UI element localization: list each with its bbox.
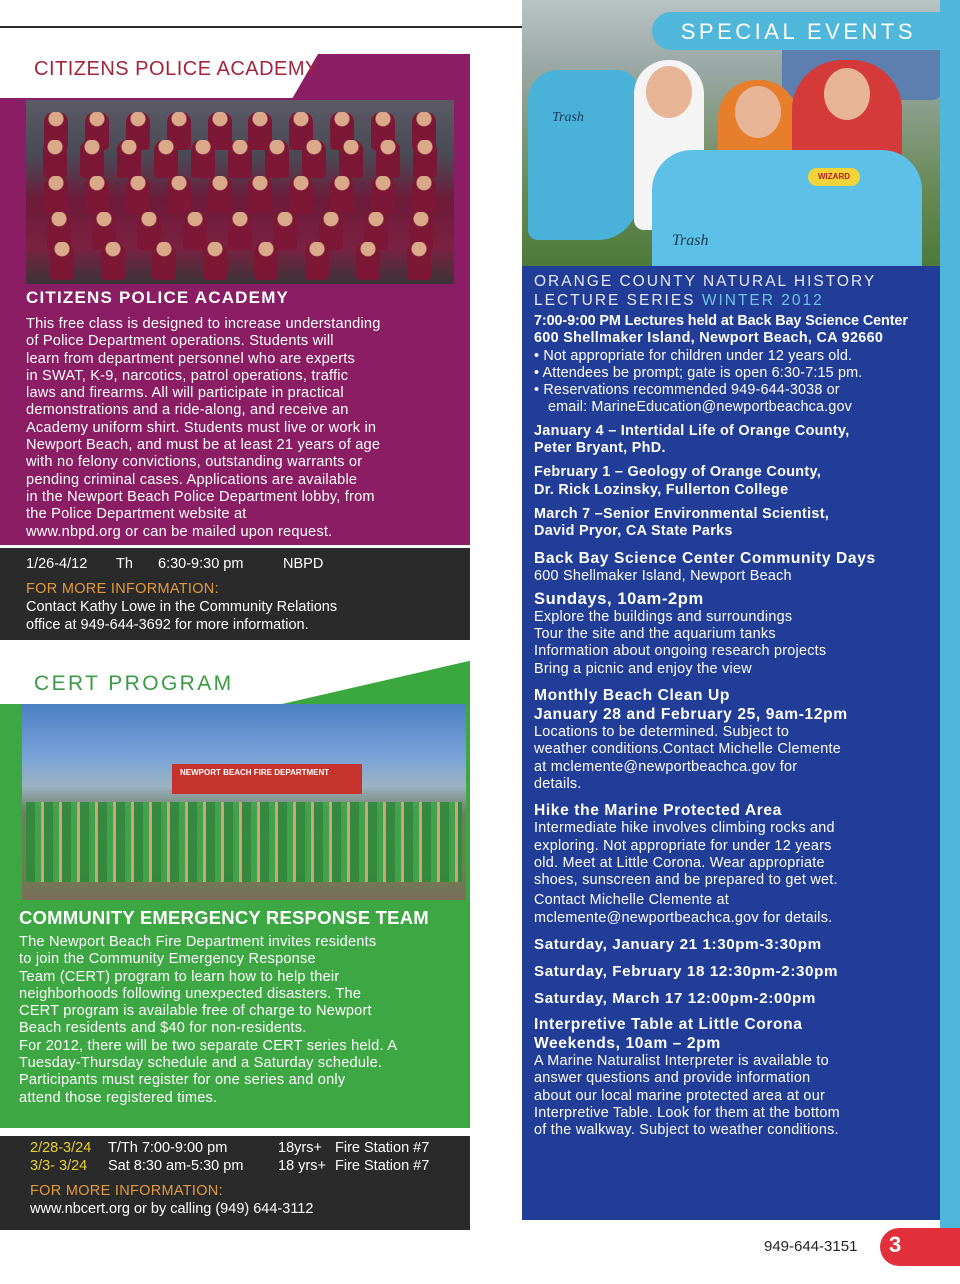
interpretive-line: of the walkway. Subject to weather conditions. [534, 1122, 839, 1139]
lecture-item: March 7 –Senior Environmental Scientist, David Pryor, CA State Parks [534, 505, 830, 540]
hike-title: Hike the Marine Protected Area [534, 802, 782, 820]
cpa-description: This free class is designed to increase understanding of Police Department operations. Students will learn from department personnel who are experts in SWAT, K-9, narcotics, patrol operations, traffic laws and firearms. All will participate in practical demonstrations and a ride-along, and receive an Academy uniform shirt. Students must live or work in Newport Beach, and must be at least 21 years of age with no felony convictions, outstanding warrants or pending criminal cases. Applications are available in the Newport Beach Police Department lobby, from the Police Department website at www.nbpd.org or can be mailed upon request. [26, 316, 381, 540]
cert-title: COMMUNITY EMERGENCY RESPONSE TEAM [19, 907, 429, 928]
lecture-bullet: • Reservations recommended 949-644-3038 or [534, 382, 840, 399]
lecture-item: February 1 – Geology of Orange County, Dr. Rick Lozinsky, Fullerton College [534, 464, 821, 498]
cpa-more-info-label: FOR MORE INFORMATION: [26, 581, 219, 597]
interpretive-line: about our local marine protected area at our [534, 1087, 825, 1104]
hike-contact: Contact Michelle Clemente at [534, 892, 729, 909]
lecture-series-title: ORANGE COUNTY NATURAL HISTORY LECTURE SERIES WINTER 2012 [534, 273, 877, 309]
special-events-heading: SPECIAL EVENTS [680, 19, 916, 44]
shirt-print: WIZARD [808, 168, 860, 186]
lecture-item: January 4 – Intertidal Life of Orange County, Peter Bryant, PhD. [534, 422, 850, 457]
page-number-tab [880, 1228, 960, 1266]
beach-cleanup-line: details. [534, 775, 582, 792]
community-days-line: Bring a picnic and enjoy the view [534, 660, 752, 677]
interpretive-line: Interpretive Table. Look for them at the bottom [534, 1104, 840, 1121]
hike-line: shoes, sunscreen and be prepared to get wet. [534, 872, 838, 889]
cert-info-box [0, 1136, 470, 1230]
interpretive-line: answer questions and provide information [534, 1070, 811, 1087]
hike-line: exploring. Not appropriate for under 12 years [534, 837, 832, 854]
footer-phone: 949-644-3151 [764, 1238, 858, 1255]
cpa-schedule: 1/26-4/12 Th 6:30-9:30 pm NBPD [26, 556, 324, 572]
right-accent-stripe [940, 0, 960, 1230]
community-days-line: Information about ongoing research projects [534, 643, 827, 660]
cert-description: The Newport Beach Fire Department invites residents to join the Community Emergency Response Team (CERT) program to learn how to help their neighborhoods following unexpected disasters. The CERT program is available free of charge to Newport Beach residents and $40 for non-residents. For 2012, there will be two separate CERT series held. A Tuesday-Thursday schedule and a Saturday schedule. Participants must register for one series and only attend those registered times. [19, 934, 398, 1106]
community-days-title: Back Bay Science Center Community Days [534, 549, 876, 567]
cpa-section [0, 98, 470, 545]
beach-cleanup-line: at mclemente@newportbeachca.gov for [534, 758, 798, 775]
hike-contact: mclemente@newportbeachca.gov for details. [534, 909, 833, 926]
cert-group-photo [22, 704, 466, 900]
cert-tab-heading: CERT PROGRAM [34, 672, 234, 695]
cpa-title: CITIZENS POLICE ACADEMY [26, 288, 290, 307]
cert-section [0, 704, 470, 1128]
hike-line: old. Meet at Little Corona. Wear appropriate [534, 854, 825, 871]
trash-bag-label: Trash [552, 110, 584, 125]
community-days-line: Tour the site and the aquarium tanks [534, 626, 776, 643]
beach-cleanup-dates: January 28 and February 25, 9am-12pm [534, 706, 848, 724]
special-events-banner [652, 12, 942, 50]
lecture-bullet: email: MarineEducation@newportbeachca.gov [548, 399, 852, 416]
community-days-time: Sundays, 10am-2pm [534, 589, 704, 608]
top-rule [0, 26, 522, 28]
hike-date: Saturday, February 18 12:30pm-2:30pm [534, 963, 839, 981]
community-days-address: 600 Shellmaker Island, Newport Beach [534, 567, 792, 584]
special-events-section [522, 266, 940, 1220]
hike-date: Saturday, January 21 1:30pm-3:30pm [534, 936, 822, 954]
lecture-bullet: • Attendees be prompt; gate is open 6:30-7:15 pm. [534, 364, 863, 381]
page-number: 3 [889, 1232, 902, 1257]
beach-cleanup-line: weather conditions.Contact Michelle Clemente [534, 741, 841, 758]
trash-bag-label: Trash [672, 232, 709, 249]
lecture-address: 600 Shellmaker Island, Newport Beach, CA 92660 [534, 330, 884, 347]
cpa-header-tab [0, 54, 470, 98]
cert-session-row: 3/3- 3/24 Sat 8:30 am-5:30 pm 18 yrs+ Fire Station #7 [30, 1158, 430, 1174]
fire-truck-label: NEWPORT BEACH FIRE DEPARTMENT [180, 768, 330, 777]
hike-line: Intermediate hike involves climbing rocks and [534, 820, 835, 837]
cpa-contact-text: Contact Kathy Lowe in the Community Relations office at 949-644-3692 for more information. [26, 599, 338, 633]
interpretive-title: Interpretive Table at Little Corona [534, 1016, 803, 1034]
interpretive-line: A Marine Naturalist Interpreter is available to [534, 1053, 829, 1070]
cpa-group-photo [26, 100, 454, 284]
cert-header-tab [0, 650, 470, 704]
cert-session-row: 2/28-3/24 T/Th 7:00-9:00 pm 18yrs+ Fire Station #7 [30, 1140, 430, 1156]
lecture-time: 7:00-9:00 PM Lectures held at Back Bay Science Center [534, 313, 908, 329]
cpa-info-box [0, 548, 470, 640]
beach-cleanup-line: Locations to be determined. Subject to [534, 724, 790, 741]
cert-more-info-label: FOR MORE INFORMATION: [30, 1183, 223, 1199]
hike-date: Saturday, March 17 12:00pm-2:00pm [534, 990, 817, 1008]
cpa-tab-heading: CITIZENS POLICE ACADEMY [34, 58, 319, 80]
community-days-line: Explore the buildings and surroundings [534, 608, 793, 625]
beach-cleanup-title: Monthly Beach Clean Up [534, 687, 731, 705]
lecture-bullet: • Not appropriate for children under 12 years old. [534, 347, 853, 364]
interpretive-time: Weekends, 10am – 2pm [534, 1035, 721, 1053]
cert-contact-text: www.nbcert.org or by calling (949) 644-3112 [30, 1201, 314, 1217]
